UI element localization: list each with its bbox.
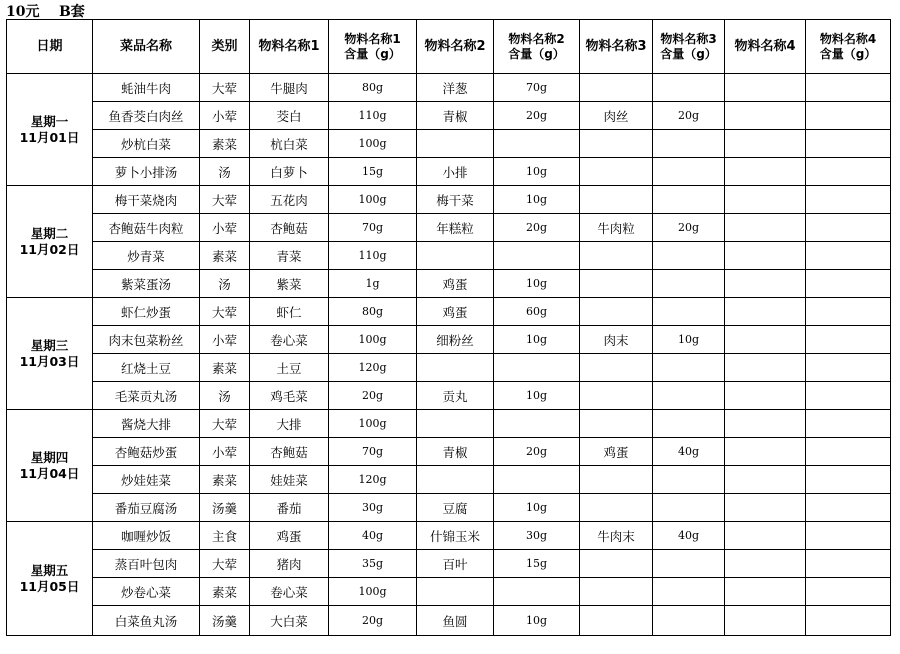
header-row: [7, 20, 891, 74]
table-row: [7, 298, 891, 326]
table-cell: 土豆: [250, 354, 329, 382]
column-header-6: [417, 20, 494, 74]
table-cell: [580, 578, 653, 606]
table-cell: 肉末: [580, 326, 653, 354]
table-cell: [725, 130, 806, 158]
table-cell: [806, 130, 891, 158]
column-header-unit: 含量（g）: [819, 46, 877, 61]
table-cell: [653, 354, 725, 382]
table-cell: 杭白菜: [250, 130, 329, 158]
table-cell: 青椒: [417, 102, 494, 130]
table-cell: [725, 382, 806, 410]
table-cell: 虾仁炒蛋: [93, 298, 200, 326]
column-header-2: [93, 20, 200, 74]
table-cell: 鱼圆: [417, 606, 494, 636]
table-cell: 70g: [329, 214, 417, 242]
table-cell: 20g: [653, 214, 725, 242]
column-header-9: [653, 20, 725, 74]
table-cell: [725, 438, 806, 466]
table-cell: 杏鲍菇炒蛋: [93, 438, 200, 466]
table-cell: [417, 410, 494, 438]
table-cell: 汤: [200, 270, 250, 298]
table-cell: 110g: [329, 102, 417, 130]
table-cell: [806, 438, 891, 466]
table-cell: [580, 270, 653, 298]
table-cell: 猪肉: [250, 550, 329, 578]
table-cell: 100g: [329, 186, 417, 214]
table-cell: [580, 494, 653, 522]
table-cell: 青菜: [250, 242, 329, 270]
table-cell: [653, 466, 725, 494]
table-cell: 40g: [329, 522, 417, 550]
table-cell: [806, 354, 891, 382]
table-cell: 10g: [494, 326, 580, 354]
weekday-label: 星期二: [30, 225, 69, 241]
column-header-label: 类别: [211, 39, 238, 54]
column-header-7: [494, 20, 580, 74]
table-cell: 120g: [329, 466, 417, 494]
table-cell: [725, 550, 806, 578]
table-cell: 10g: [494, 186, 580, 214]
table-cell: 35g: [329, 550, 417, 578]
table-cell: 杏鲍菇: [250, 438, 329, 466]
table-cell: [725, 354, 806, 382]
table-cell: 细粉丝: [417, 326, 494, 354]
table-cell: 大荤: [200, 550, 250, 578]
table-cell: [725, 102, 806, 130]
table-cell: 番茄: [250, 494, 329, 522]
table-cell: 青椒: [417, 438, 494, 466]
table-cell: 咖喱炒饭: [93, 522, 200, 550]
table-cell: 20g: [494, 438, 580, 466]
table-cell: 素菜: [200, 354, 250, 382]
table-cell: 汤羹: [200, 494, 250, 522]
table-row: [7, 158, 891, 186]
table-cell: [580, 130, 653, 158]
table-cell: 炒卷心菜: [93, 578, 200, 606]
table-cell: 80g: [329, 74, 417, 102]
table-row: [7, 354, 891, 382]
table-cell: 20g: [653, 102, 725, 130]
table-cell: 1g: [329, 270, 417, 298]
table-row: [7, 382, 891, 410]
table-row: [7, 410, 891, 438]
table-cell: [806, 214, 891, 242]
table-cell: 年糕粒: [417, 214, 494, 242]
table-cell: [806, 242, 891, 270]
column-header-label: 物料名称3: [660, 31, 717, 46]
table-cell: 紫菜: [250, 270, 329, 298]
table-cell: 70g: [329, 438, 417, 466]
table-cell: 10g: [494, 158, 580, 186]
table-cell: 100g: [329, 578, 417, 606]
table-cell: 30g: [329, 494, 417, 522]
table-cell: 大荤: [200, 298, 250, 326]
table-cell: 茭白: [250, 102, 329, 130]
column-header-label: 物料名称4: [819, 31, 877, 46]
table-cell: 番茄豆腐汤: [93, 494, 200, 522]
table-cell: 五花肉: [250, 186, 329, 214]
column-header-label: 日期: [36, 39, 63, 54]
table-cell: [725, 606, 806, 636]
column-header-unit: 含量（g）: [508, 46, 565, 61]
table-cell: 20g: [329, 382, 417, 410]
table-cell: [725, 74, 806, 102]
table-cell: 大排: [250, 410, 329, 438]
table-cell: 10g: [494, 606, 580, 636]
table-cell: [806, 270, 891, 298]
table-cell: [580, 382, 653, 410]
column-header-label: 菜品名称: [119, 39, 172, 54]
table-cell: 大荤: [200, 410, 250, 438]
table-cell: 鸡毛菜: [250, 382, 329, 410]
table-cell: 卷心菜: [250, 326, 329, 354]
column-header-label: 物料名称3: [585, 39, 647, 54]
date-label: 11月03日: [19, 353, 80, 369]
table-cell: 汤: [200, 158, 250, 186]
weekday-label: 星期一: [30, 113, 69, 129]
table-cell: 梅干菜烧肉: [93, 186, 200, 214]
table-cell: 什锦玉米: [417, 522, 494, 550]
table-cell: 洋葱: [417, 74, 494, 102]
table-cell: 80g: [329, 298, 417, 326]
table-cell: 鸡蛋: [580, 438, 653, 466]
table-cell: 炒青菜: [93, 242, 200, 270]
table-cell: [653, 158, 725, 186]
table-cell: 30g: [494, 522, 580, 550]
table-cell: [806, 158, 891, 186]
table-row: [7, 466, 891, 494]
table-cell: 20g: [329, 606, 417, 636]
column-header-label: 物料名称2: [508, 31, 565, 46]
table-cell: [580, 74, 653, 102]
table-cell: [417, 242, 494, 270]
day-cell: [7, 522, 93, 636]
table-cell: 100g: [329, 130, 417, 158]
table-cell: [417, 354, 494, 382]
table-cell: 紫菜蛋汤: [93, 270, 200, 298]
table-cell: 10g: [494, 382, 580, 410]
table-cell: 鸡蛋: [250, 522, 329, 550]
table-cell: 汤: [200, 382, 250, 410]
table-cell: [580, 606, 653, 636]
table-cell: [725, 522, 806, 550]
date-label: 11月04日: [19, 465, 80, 481]
table-row: [7, 270, 891, 298]
menu-body: [7, 74, 891, 636]
table-row: [7, 214, 891, 242]
table-row: [7, 242, 891, 270]
table-row: [7, 494, 891, 522]
table-cell: 100g: [329, 326, 417, 354]
table-cell: 100g: [329, 410, 417, 438]
table-cell: [725, 494, 806, 522]
table-cell: 素菜: [200, 578, 250, 606]
weekday-label: 星期三: [30, 337, 69, 353]
weekly-menu-table: [6, 19, 891, 636]
table-cell: [725, 158, 806, 186]
column-header-4: [250, 20, 329, 74]
table-cell: 40g: [653, 438, 725, 466]
weekday-label: 星期四: [30, 449, 69, 465]
table-cell: 素菜: [200, 242, 250, 270]
table-cell: 萝卜小排汤: [93, 158, 200, 186]
table-cell: [653, 270, 725, 298]
table-cell: 大荤: [200, 74, 250, 102]
table-cell: [806, 606, 891, 636]
table-cell: 10g: [653, 326, 725, 354]
table-cell: [653, 550, 725, 578]
table-cell: 贡丸: [417, 382, 494, 410]
day-cell: [7, 74, 93, 186]
table-cell: 白菜鱼丸汤: [93, 606, 200, 636]
table-cell: [653, 494, 725, 522]
table-cell: 大荤: [200, 186, 250, 214]
table-cell: [494, 130, 580, 158]
day-cell: [7, 410, 93, 522]
table-cell: 小排: [417, 158, 494, 186]
table-cell: 肉末包菜粉丝: [93, 326, 200, 354]
table-cell: 白萝卜: [250, 158, 329, 186]
table-cell: 15g: [494, 550, 580, 578]
table-row: [7, 438, 891, 466]
table-cell: 60g: [494, 298, 580, 326]
column-header-1: [7, 20, 93, 74]
column-header-label: 物料名称1: [344, 31, 401, 46]
table-cell: [806, 326, 891, 354]
table-cell: [725, 270, 806, 298]
day-cell: [7, 186, 93, 298]
table-cell: 10g: [494, 494, 580, 522]
column-header-unit: 含量（g）: [660, 46, 717, 61]
table-cell: 鸡蛋: [417, 270, 494, 298]
table-cell: 肉丝: [580, 102, 653, 130]
table-row: [7, 326, 891, 354]
table-cell: 小荤: [200, 438, 250, 466]
table-cell: 汤羹: [200, 606, 250, 636]
table-row: [7, 186, 891, 214]
table-cell: [653, 578, 725, 606]
table-cell: 杏鲍菇: [250, 214, 329, 242]
table-cell: 小荤: [200, 214, 250, 242]
column-header-label: 物料名称2: [424, 39, 486, 54]
table-cell: [580, 186, 653, 214]
table-row: [7, 578, 891, 606]
table-cell: 小荤: [200, 102, 250, 130]
day-cell: [7, 298, 93, 410]
table-cell: 红烧土豆: [93, 354, 200, 382]
table-cell: [806, 466, 891, 494]
column-header-label: 物料名称1: [258, 39, 320, 54]
date-label: 11月05日: [19, 578, 80, 594]
table-row: [7, 130, 891, 158]
table-cell: [725, 186, 806, 214]
table-cell: [580, 298, 653, 326]
table-cell: [806, 522, 891, 550]
table-cell: [725, 578, 806, 606]
table-cell: 炒杭白菜: [93, 130, 200, 158]
table-cell: [417, 578, 494, 606]
table-cell: 10g: [494, 270, 580, 298]
table-cell: 牛肉粒: [580, 214, 653, 242]
table-cell: 主食: [200, 522, 250, 550]
table-cell: [806, 578, 891, 606]
column-header-8: [580, 20, 653, 74]
table-cell: 毛菜贡丸汤: [93, 382, 200, 410]
table-cell: 牛腿肉: [250, 74, 329, 102]
table-cell: [494, 354, 580, 382]
table-cell: [806, 410, 891, 438]
table-cell: [653, 130, 725, 158]
table-cell: 鸡蛋: [417, 298, 494, 326]
date-label: 11月01日: [19, 129, 80, 145]
table-cell: 大白菜: [250, 606, 329, 636]
table-row: [7, 522, 891, 550]
table-cell: [417, 466, 494, 494]
table-cell: [494, 466, 580, 494]
table-cell: 娃娃菜: [250, 466, 329, 494]
table-cell: 素菜: [200, 130, 250, 158]
table-cell: [806, 298, 891, 326]
table-cell: 110g: [329, 242, 417, 270]
table-cell: 卷心菜: [250, 578, 329, 606]
table-cell: 蒸百叶包肉: [93, 550, 200, 578]
table-cell: 蚝油牛肉: [93, 74, 200, 102]
table-cell: 素菜: [200, 466, 250, 494]
table-cell: 牛肉末: [580, 522, 653, 550]
table-cell: [494, 410, 580, 438]
table-cell: [653, 382, 725, 410]
table-cell: 15g: [329, 158, 417, 186]
table-cell: [653, 298, 725, 326]
table-cell: 40g: [653, 522, 725, 550]
table-cell: [806, 382, 891, 410]
table-cell: [806, 74, 891, 102]
table-cell: 酱烧大排: [93, 410, 200, 438]
column-header-11: [806, 20, 891, 74]
column-header-10: [725, 20, 806, 74]
table-cell: [725, 242, 806, 270]
table-cell: [806, 550, 891, 578]
table-cell: [580, 242, 653, 270]
column-header-3: [200, 20, 250, 74]
table-cell: [494, 242, 580, 270]
table-cell: 豆腐: [417, 494, 494, 522]
table-cell: 梅干菜: [417, 186, 494, 214]
table-row: [7, 606, 891, 636]
weekday-label: 星期五: [30, 562, 69, 578]
table-cell: [806, 494, 891, 522]
table-cell: 120g: [329, 354, 417, 382]
table-cell: 小荤: [200, 326, 250, 354]
column-header-label: 物料名称4: [734, 39, 796, 54]
table-cell: [580, 466, 653, 494]
date-label: 11月02日: [19, 241, 80, 257]
table-cell: 70g: [494, 74, 580, 102]
table-cell: [653, 242, 725, 270]
table-cell: [725, 326, 806, 354]
table-cell: [725, 214, 806, 242]
table-cell: [806, 186, 891, 214]
table-cell: 虾仁: [250, 298, 329, 326]
table-row: [7, 74, 891, 102]
column-header-5: [329, 20, 417, 74]
table-row: [7, 102, 891, 130]
table-cell: [417, 130, 494, 158]
column-header-unit: 含量（g）: [344, 46, 401, 61]
table-cell: [580, 158, 653, 186]
table-cell: [580, 550, 653, 578]
table-cell: [725, 298, 806, 326]
table-cell: [580, 410, 653, 438]
table-cell: [653, 74, 725, 102]
table-cell: 鱼香茭白肉丝: [93, 102, 200, 130]
table-cell: [806, 102, 891, 130]
table-cell: [653, 410, 725, 438]
table-cell: [725, 410, 806, 438]
table-cell: [494, 578, 580, 606]
table-cell: 百叶: [417, 550, 494, 578]
table-cell: 20g: [494, 214, 580, 242]
table-cell: [580, 354, 653, 382]
menu-title: 10元 B套: [6, 4, 85, 20]
table-cell: [653, 606, 725, 636]
table-cell: 杏鲍菇牛肉粒: [93, 214, 200, 242]
table-cell: 20g: [494, 102, 580, 130]
table-row: [7, 550, 891, 578]
table-cell: [725, 466, 806, 494]
table-cell: [653, 186, 725, 214]
table-cell: 炒娃娃菜: [93, 466, 200, 494]
